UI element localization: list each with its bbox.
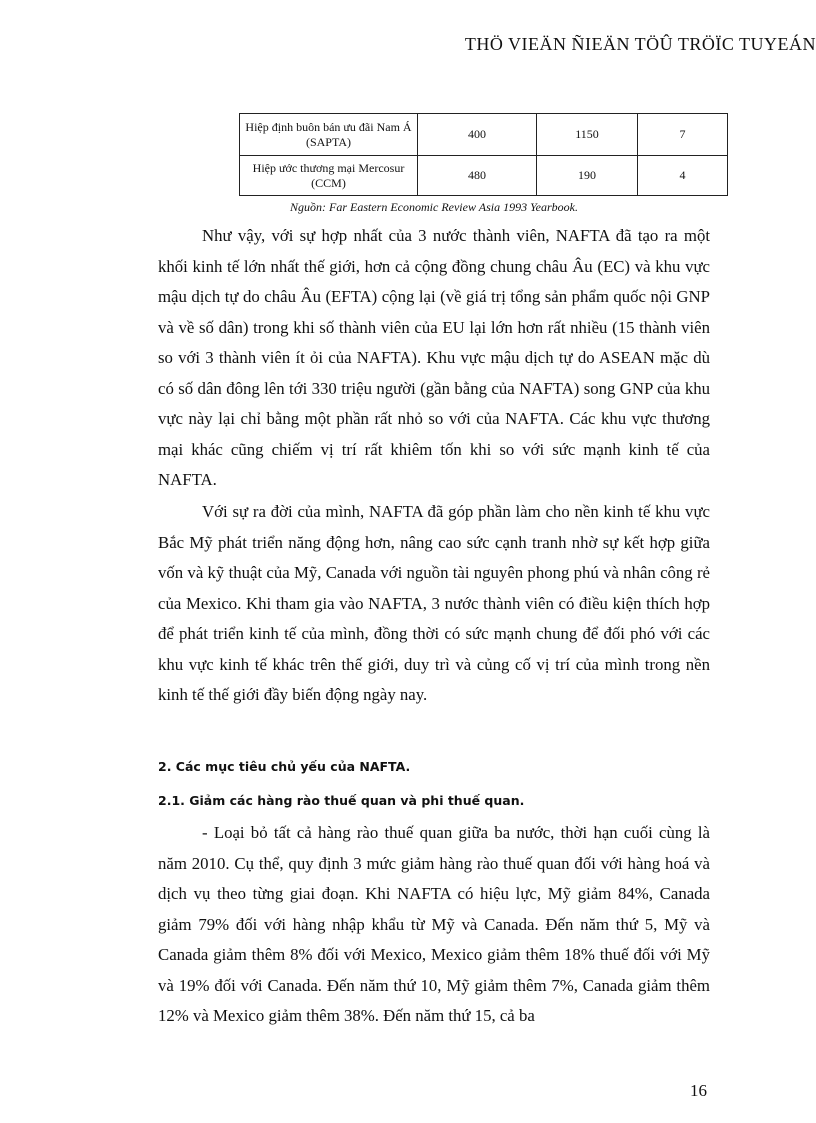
subsection-heading: 2.1. Giảm các hàng rào thuế quan và phi thuế quan. — [158, 793, 525, 808]
source-text: : Far Eastern Economic Review Asia 1993 Yearbook. — [322, 200, 578, 214]
table-row — [240, 156, 728, 196]
table-source-note — [290, 200, 578, 215]
table-cell-value: 1150 — [537, 114, 638, 156]
table-cell-value: 4 — [638, 156, 728, 196]
table-cell-name: Hiệp định buôn bán ưu đãi Nam Á (SAPTA) — [240, 114, 418, 156]
table-cell-name: Hiệp ước thương mại Mercosur (CCM) — [240, 156, 418, 196]
page-number: 16 — [690, 1081, 707, 1100]
source-label: Nguồn — [290, 200, 323, 214]
body-paragraph: - Loại bỏ tất cả hàng rào thuế quan giữa ba nước, thời hạn cuối cùng là năm 2010. Cụ thể, quy định 3 mức giảm hàng rào thuế quan đối với hàng hoá và dịch vụ theo từng giai đoạn. Khi NAFTA có hiệu lực, Mỹ giảm 84%, Canada giảm 79% đối với hàng nhập khẩu từ Mỹ và Canada. Đến năm thứ 5, Mỹ và Canada giảm thêm 8% đối với Mexico, Mexico giảm thêm 18% thuế đối với Mỹ và 19% đối với Canada. Đến năm thứ 10, Mỹ giảm thêm 7%, Canada giảm thêm 12% và Mexico giảm thêm 38%. Đến năm thứ 15, cả ba — [158, 823, 710, 1025]
body-paragraph: Như vậy, với sự hợp nhất của 3 nước thành viên, NAFTA đã tạo ra một khối kinh tế lớn nhất thế giới, hơn cả cộng đồng chung châu Âu (EC) và khu vực mậu dịch tự do châu Âu (EFTA) cộng lại (về giá trị tổng sản phẩm quốc nội GNP và về số dân) trong khi số thành viên của EU lại lớn hơn rất nhiều (15 thành viên so với 3 thành viên ít ỏi của NAFTA). Khu vực mậu dịch tự do ASEAN mặc dù có số dân đông lên tới 330 triệu người (gần bằng của NAFTA) song GNP của khu vực này lại chỉ bằng một phần rất nhỏ so với của NAFTA. Các khu vực thương mại khác cũng chiếm vị trí rất khiêm tốn khi so với sức mạnh kinh tế của NAFTA. — [158, 226, 710, 489]
table-cell-value: 190 — [537, 156, 638, 196]
page-header: THÖ VIEÄN ÑIEÄN TÖÛ TRÖÏC TUYEÁN — [464, 34, 816, 54]
table-cell-value: 480 — [418, 156, 537, 196]
data-table — [239, 113, 728, 196]
body-paragraph: Với sự ra đời của mình, NAFTA đã góp phần làm cho nền kinh tế khu vực Bắc Mỹ phát triển năng động hơn, nâng cao sức cạnh tranh nhờ sự kết hợp giữa vốn và kỹ thuật của Mỹ, Canada với nguồn tài nguyên phong phú và nhân công rẻ của Mexico. Khi tham gia vào NAFTA, 3 nước thành viên có điều kiện thích hợp để phát triển kinh tế của mình, đồng thời có sức mạnh chung để đối phó với các khu vực kinh tế khác trên thế giới, duy trì và củng cố vị trí của mình trong nền kinh tế thế giới đầy biến động ngày nay. — [158, 502, 710, 704]
table-cell-value: 7 — [638, 114, 728, 156]
table-cell-value: 400 — [418, 114, 537, 156]
section-heading: 2. Các mục tiêu chủ yếu của NAFTA. — [158, 759, 411, 774]
table-row — [240, 114, 728, 156]
